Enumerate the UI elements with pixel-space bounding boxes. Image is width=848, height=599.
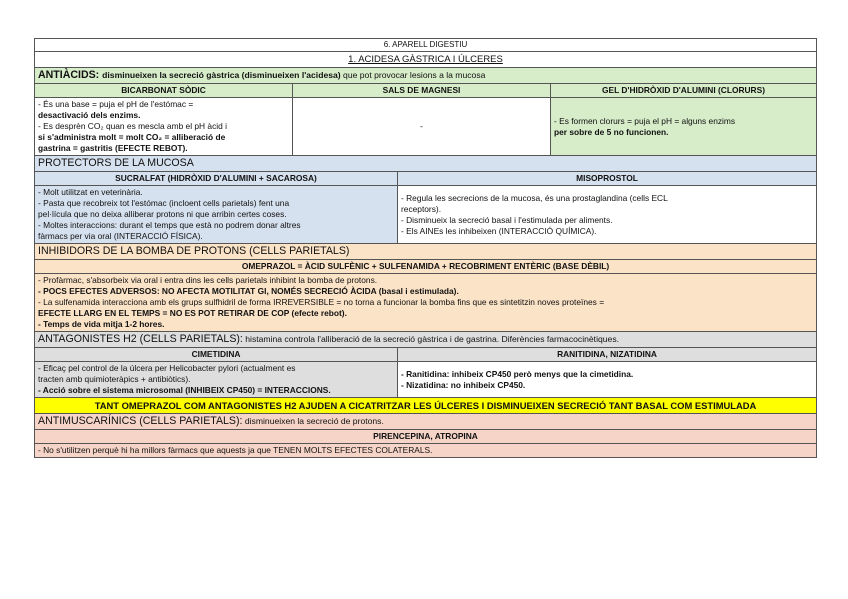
ranitidina-cell [398,362,817,398]
subtitle-row [35,52,817,68]
section-subtitle: 1. ACIDESA GÀSTRICA I ÚLCERES [35,52,817,68]
sucralfat-cell [35,186,398,244]
protectors-body-row [35,186,817,244]
sucralfat-line: - Moltes interaccions: durant el temps que està no podrem donar altres [38,220,301,230]
antimuscarinics-header-row [35,430,817,444]
h2-title [35,332,817,348]
pirencepina-header: PIRENCEPINA, ATROPINA [35,430,817,444]
ranitidina-header: RANITIDINA, NIZATIDINA [398,348,817,362]
misoprostol-line: - Els AINEs les inhibeixen (INTERACCIÓ QUÍMICA). [401,225,597,236]
document-page [34,38,816,458]
sucralfat-line: - Molt utilitzat en veterinària. [38,187,143,197]
cimetidina-header: CIMETIDINA [35,348,398,362]
antimuscarinics-desc: disminueixen la secreció de protons. [242,416,384,426]
ibp-title-row [35,244,817,260]
sucralfat-line: - Pasta que recobreix tot l'estómac (incloent cells parietals) fent una [38,198,290,208]
cimetidina-cell [35,362,398,398]
chapter-title: 6. APARELL DIGESTIU [35,39,817,52]
protectors-header-row [35,172,817,186]
misoprostol-line: - Disminueix la secreció basal i l'estimulada per aliments. [401,214,613,225]
bicarbonat-line: gastrina = gastritis (EFECTE REBOT). [38,143,188,153]
antiacids-header-row [35,84,817,98]
antimuscarinics-title [35,414,817,430]
pirencepina-cell: - No s'utilitzen perquè hi ha millors fàrmacs que aquests ja que TENEN MOLTS EFECTES COLATERALS. [35,444,817,458]
ranitidina-line: - Ranitidina: inhibeix CP450 però menys que la cimetidina. [401,368,634,379]
antiacids-desc-bold: disminueixen la secreció gàstrica (disminueixen l'acidesa) [102,70,341,80]
highlight-text: TANT OMEPRAZOL COM ANTAGONISTES H2 AJUDEN A CICATRITZAR LES ÚLCERES I DISMINUEIXEN SECRECIÓ TANT BASAL COM ESTIMULADA [35,398,817,414]
antiacids-label: ANTIÀCIDS: [38,69,100,81]
highlight-row [35,398,817,414]
sucralfat-line: pel·lícula que no deixa alliberar protons ni que arribin certes coses. [38,209,287,219]
antiacids-col3-header: GEL D'HIDRÒXID D'ALUMINI (CLORURS) [551,84,817,98]
omeprazol-line: - La sulfenamida interacciona amb els grups sulfhidril de forma IRREVERSIBLE = no torna a funcionar la bomba fins que es sintetitzin noves proteïnes = [38,297,605,307]
omeprazol-header: OMEPRAZOL = ÀCID SULFÈNIC + SULFENAMIDA + RECOBRIMENT ENTÈRIC (BASE DÈBIL) [35,260,817,274]
h2-title-row [35,332,817,348]
antiacids-col1-header: BICARBONAT SÒDIC [35,84,293,98]
chapter-row [35,39,817,52]
ranitidina-line: - Nizatidina: no inhibeix CP450. [401,379,526,390]
cimetidina-line: - Eficaç pel control de la úlcera per Helicobacter pylori (actualment es [38,363,296,373]
antimuscarinics-body-row [35,444,817,458]
bicarbonat-line: - És una base = puja el pH de l'estómac = [38,99,194,109]
antiacids-body-row [35,98,817,156]
misoprostol-header: MISOPROSTOL [398,172,817,186]
omeprazol-line: EFECTE LLARG EN EL TEMPS = NO ES POT RETIRAR DE COP (efecte rebot). [38,308,347,318]
sals-magnesi-cell: - [293,98,551,156]
cimetidina-line: tracten amb quimioteràpics + antibiòtics). [38,374,191,384]
gel-alumini-cell [551,98,817,156]
gel-alumini-line: - Es formen clorurs = puja el pH = alguns enzims [554,115,736,126]
sucralfat-header: SUCRALFAT (HIDRÒXID D'ALUMINI + SACAROSA) [35,172,398,186]
omeprazol-line: - POCS EFECTES ADVERSOS: NO AFECTA MOTILITAT GI, NOMÉS SECRECIÓ ÀCIDA (basal i estimulada). [38,286,459,296]
summary-table [34,38,817,458]
bicarbonat-cell [35,98,293,156]
h2-desc: histamina controla l'alliberació de la secreció gàstrica i de gastrina. Diferències farmacocinètiques. [242,334,620,344]
protectors-title: PROTECTORS DE LA MUCOSA [35,156,817,172]
antiacids-desc-rest: que pot provocar lesions a la mucosa [340,70,486,80]
sucralfat-line: fàrmacs per via oral (INTERACCIÓ FÍSICA). [38,231,203,241]
h2-header-row [35,348,817,362]
ibp-body-row [35,274,817,332]
omeprazol-line: - Temps de vida mitja 1-2 hores. [38,319,165,329]
misoprostol-cell [398,186,817,244]
gel-alumini-line: per sobre de 5 no funcionen. [554,126,669,137]
omeprazol-line: - Profàrmac, s'absorbeix via oral i entra dins les cells parietals inhibint la bomba de protons. [38,275,378,285]
antiacids-col2-header: SALS DE MAGNESI [293,84,551,98]
antimuscarinics-label: ANTIMUSCARÍNICS (CELLS PARIETALS): [38,415,243,427]
misoprostol-line: - Regula les secrecions de la mucosa, és una prostaglandina (cells ECL [401,192,668,203]
misoprostol-line: receptors). [401,203,442,214]
ibp-title: INHIBIDORS DE LA BOMBA DE PROTONS (CELLS PARIETALS) [35,244,817,260]
bicarbonat-line: si s'administra molt = molt CO₂ = alliberació de [38,132,226,142]
protectors-title-row [35,156,817,172]
antiacids-title-row [35,68,817,84]
omeprazol-cell [35,274,817,332]
ibp-header-row [35,260,817,274]
h2-body-row [35,362,817,398]
bicarbonat-line: desactivació dels enzims. [38,110,141,120]
cimetidina-line: - Acció sobre el sistema microsomal (INHIBEIX CP450) = INTERACCIONS. [38,385,331,395]
h2-label: ANTAGONISTES H2 (CELLS PARIETALS): [38,333,243,345]
antimuscarinics-title-row [35,414,817,430]
antiacids-title [35,68,817,84]
bicarbonat-line: - Es desprèn CO₂ quan es mescla amb el pH àcid i [38,121,227,131]
